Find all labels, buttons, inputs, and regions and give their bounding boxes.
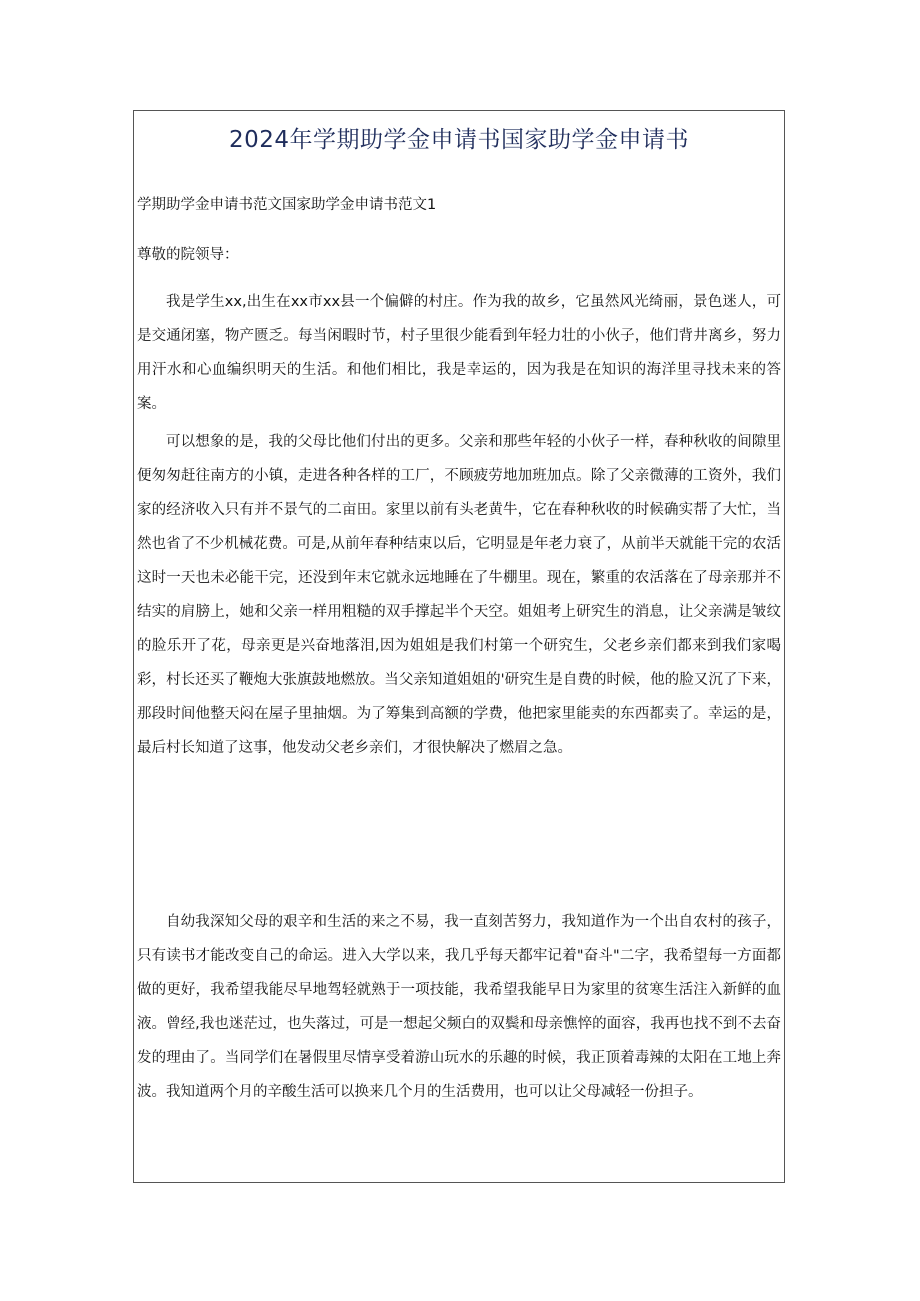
document-subtitle: 学期助学金申请书范文国家助学金申请书范文1	[137, 197, 437, 213]
paragraph-1: 我是学生xx,出生在xx市xx县一个偏僻的村庄。作为我的故乡，它虽然风光绮丽，景色迷人，可是交通闭塞，物产匮乏。每当闲暇时节，村子里很少能看到年轻力壮的小伙子，他们背井离乡，努力用汗水和心血编织明天的生活。和他们相比，我是幸运的，因为我是在知识的海洋里寻找未来的答案。	[137, 294, 781, 412]
document-title: 2024年学期助学金申请书国家助学金申请书	[228, 127, 690, 153]
paragraph-2: 可以想象的是，我的父母比他们付出的更多。父亲和那些年轻的小伙子一样，春种秋收的间隙里便匆匆赶往南方的小镇，走进各种各样的工厂，不顾疲劳地加班加点。除了父亲微薄的工资外，我们家的经济收入只有并不景气的二亩田。家里以前有头老黄牛，它在春种秋收的时候确实帮了大忙，当然也省了不少机械花费。可是,从前年春种结束以后，它明显是年老力衰了，从前半天就能干完的农活这时一天也未必能干完，还没到年末它就永远地睡在了牛棚里。现在，繁重的农活落在了母亲那并不结实的肩膀上，她和父亲一样用粗糙的双手撑起半个天空。姐姐考上研究生的消息，让父亲满是皱纹的脸乐开了花，母亲更是兴奋地落泪,因为姐姐是我们村第一个研究生，父老乡亲们都来到我们家喝彩，村长还买了鞭炮大张旗鼓地燃放。当父亲知道姐姐的'研究生是自费的时候，他的脸又沉了下来，那段时间他整天闷在屋子里抽烟。为了筹集到高额的学费，他把家里能卖的东西都卖了。幸运的是，最后村长知道了这事，他发动父老乡亲们，才很快解决了燃眉之急。	[137, 434, 781, 756]
document-page	[133, 110, 785, 1183]
salutation: 尊敬的院领导：	[137, 247, 239, 263]
paragraph-3: 自幼我深知父母的艰辛和生活的来之不易，我一直刻苦努力，我知道作为一个出自农村的孩子，只有读书才能改变自己的命运。进入大学以来，我几乎每天都牢记着"奋斗"二字，我希望每一方面都做的更好，我希望我能尽早地驾轻就熟于一项技能，我希望我能早日为家里的贫寒生活注入新鲜的血液。曾经,我也迷茫过，也失落过，可是一想起父频白的双鬓和母亲憔悴的面容，我再也找不到不去奋发的理由了。当同学们在暑假里尽情享受着游山玩水的乐趣的时候，我正顶着毒辣的太阳在工地上奔波。我知道两个月的辛酸生活可以换来几个月的生活费用，也可以让父母减轻一份担子。	[137, 914, 781, 1100]
